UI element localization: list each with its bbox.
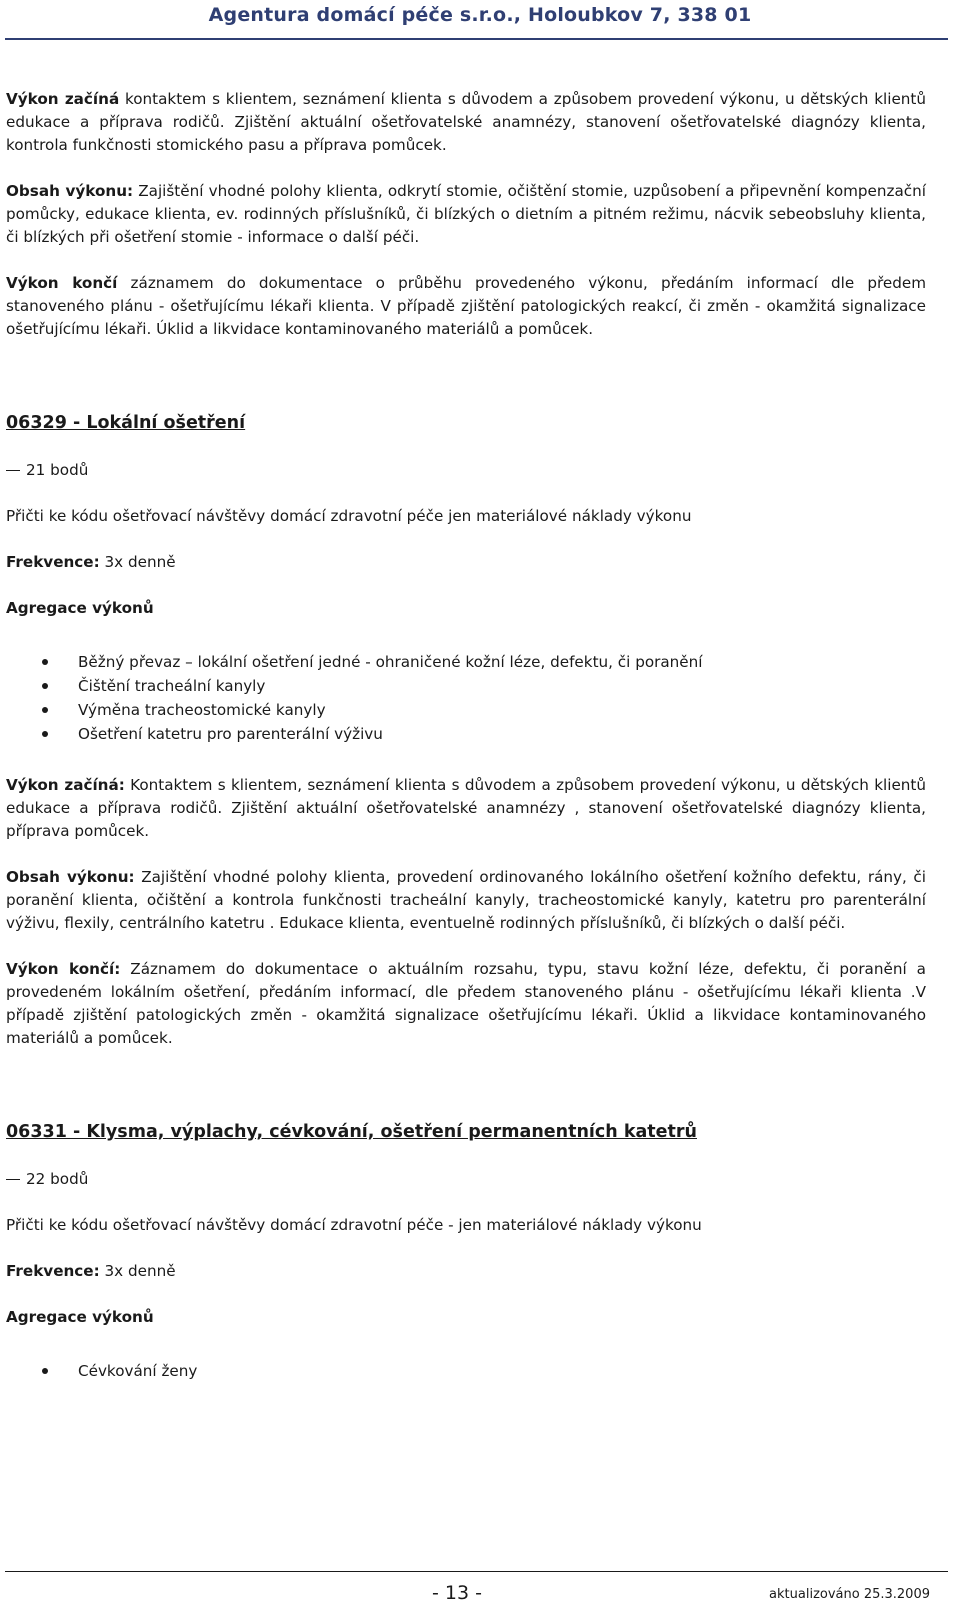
section-06329-title: 06329 - Lokální ošetření	[6, 413, 246, 433]
section-06331-note: Přičti ke kódu ošetřovací návštěvy domácí zdravotní péče - jen materiálové náklady výkonu	[6, 1216, 702, 1234]
page-number: - 13 -	[432, 1582, 482, 1604]
bullet-icon	[42, 707, 48, 713]
list-item: Výměna tracheostomické kanyly	[6, 698, 926, 722]
footer-divider	[5, 1571, 948, 1572]
section-06331-title: 06331 - Klysma, výplachy, cévkování, ošetření permanentních katetrů	[6, 1122, 697, 1142]
prev-content-paragraph	[6, 180, 926, 249]
frequency-value: 3x denně	[99, 1262, 176, 1280]
section-06329-aggregation-list	[6, 650, 926, 746]
section-06329-aggregation-label: Agregace výkonů	[6, 599, 154, 617]
prev-content-text: Zajištění vhodné polohy klienta, odkrytí stomie, očištění stomie, uzpůsobení a připevnění kompenzační pomůcky, edukace klienta, ev. rodinných příslušníků, či blízkých o dietním a pitném režimu, nácvik sebeobsluhy klienta, či blízkých při ošetření stomie - informace o další péči.	[6, 182, 926, 246]
frequency-label: Frekvence:	[6, 1262, 100, 1280]
prev-end-text: záznamem do dokumentace o průběhu provedeného výkonu, předáním informací dle předem stanoveného plánu - ošetřujícímu lékaři klienta. V případě zjištění patologických reakcí, či změn - okamžitá signalizace ošetřujícímu lékaři. Úklid a likvidace kontaminovaného materiálů a pomůcek.	[6, 274, 927, 338]
end-label: Výkon končí:	[6, 960, 121, 978]
points-value: 22 bodů	[26, 1170, 89, 1188]
header-divider	[5, 38, 948, 40]
prev-start-label: Výkon začíná	[6, 90, 120, 108]
list-item: Ošetření katetru pro parenterální výživu	[6, 722, 926, 746]
list-item: Cévkování ženy	[6, 1359, 926, 1383]
section-06329-start-paragraph	[6, 774, 926, 843]
prev-end-paragraph	[6, 272, 926, 341]
document-body	[6, 88, 926, 1383]
end-text: Záznamem do dokumentace o aktuálním rozsahu, typu, stavu kožní léze, defektu, či poranění a provedeném lokálním ošetření, předáním informací, dle předem stanoveného plánu - ošetřujícímu lékaři klienta .V případě zjištění patologických změn - okamžitá signalizace ošetřujícímu lékaři. Úklid a likvidace kontaminovaného materiálů a pomůcek.	[6, 960, 926, 1047]
prev-end-label: Výkon končí	[6, 274, 118, 292]
bullet-icon	[42, 659, 48, 665]
header-title: Agentura domácí péče s.r.o., Holoubkov 7, 338 01	[208, 4, 752, 26]
section-06331-points	[6, 1168, 926, 1191]
list-item: Běžný převaz – lokální ošetření jedné - ohraničené kožní léze, defektu, či poranění	[6, 650, 926, 674]
updated-date: aktualizováno 25.3.2009	[769, 1587, 930, 1602]
section-06329-note: Přičti ke kódu ošetřovací návštěvy domácí zdravotní péče jen materiálové náklady výkonu	[6, 507, 692, 525]
bullet-icon	[42, 731, 48, 737]
page-header	[0, 0, 960, 48]
bullet-icon	[42, 683, 48, 689]
section-06329-content-paragraph	[6, 866, 926, 935]
content-text: Zajištění vhodné polohy klienta, provedení ordinovaného lokálního ošetření kožního defektu, rány, či poranění klienta, očištění a kontrola funkčnosti tracheální kanyly, tracheostomické kanyly, katetru pro parenterální výživu, flexily, centrálního katetru . Edukace klienta, eventuelně rodinných příslušníků, či blízkých o další péči.	[6, 868, 927, 932]
prev-start-text: kontaktem s klientem, seznámení klienta s důvodem a způsobem provedení výkonu, u dětských klientů edukace a příprava rodičů. Zjištění aktuální ošetřovatelské anamnézy, stanovení ošetřovatelské diagnózy klienta, kontrola funkčnosti stomického pasu a příprava pomůcek.	[6, 90, 926, 154]
page-footer	[0, 1568, 960, 1617]
dash-icon	[6, 1179, 20, 1180]
section-06329-points	[6, 459, 926, 482]
section-06331-frequency	[6, 1260, 926, 1283]
bullet-icon	[42, 1368, 48, 1374]
prev-content-label: Obsah výkonu:	[6, 182, 134, 200]
list-item: Čištění tracheální kanyly	[6, 674, 926, 698]
frequency-label: Frekvence:	[6, 553, 100, 571]
content-label: Obsah výkonu:	[6, 868, 135, 886]
prev-start-paragraph	[6, 88, 926, 157]
dash-icon	[6, 470, 20, 471]
section-06331-aggregation-label: Agregace výkonů	[6, 1308, 154, 1326]
section-06329-end-paragraph	[6, 958, 926, 1050]
points-value: 21 bodů	[26, 461, 89, 479]
start-label: Výkon začíná:	[6, 776, 125, 794]
section-06331-aggregation-list	[6, 1359, 926, 1383]
section-06329-frequency	[6, 551, 926, 574]
start-text: Kontaktem s klientem, seznámení klienta s důvodem a způsobem provedení výkonu, u dětských klientů edukace a příprava rodičů. Zjištění aktuální ošetřovatelské anamnézy , stanovení ošetřovatelské diagnózy klienta, příprava pomůcek.	[6, 776, 927, 840]
frequency-value: 3x denně	[99, 553, 176, 571]
